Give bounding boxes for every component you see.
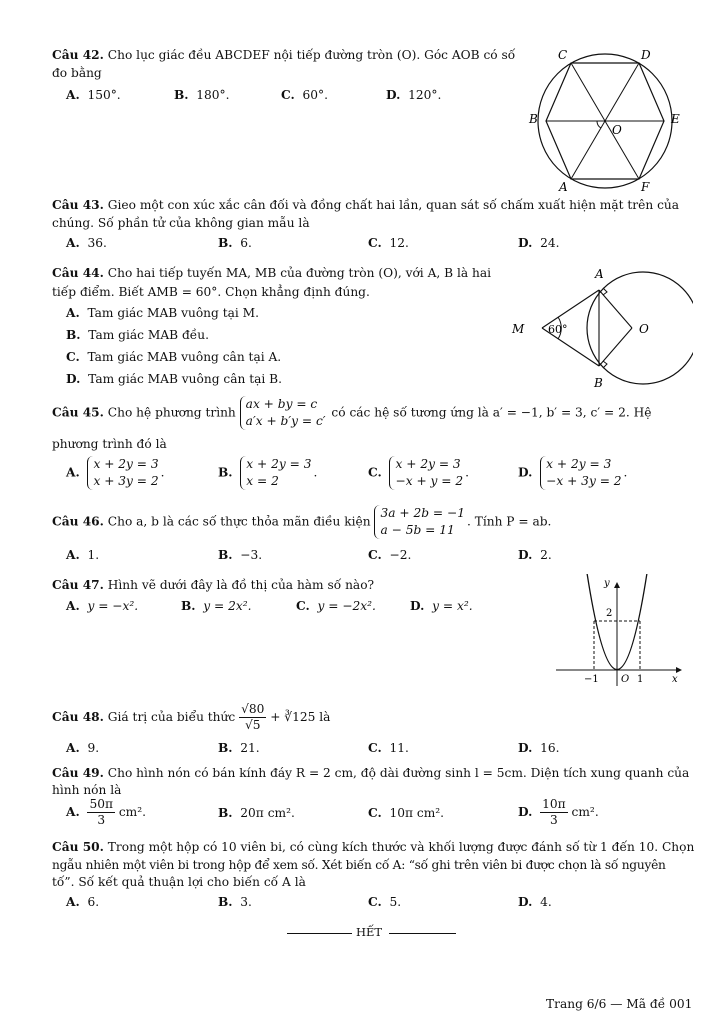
label-B: B: [529, 112, 538, 126]
q43-line1: Câu 43. Gieo một con xúc xắc cân đối và đồng chất hai lần, quan sát số chấm xuất hiện mặt trên của: [52, 198, 680, 212]
q48-option-b[interactable]: B. 21.: [218, 741, 260, 755]
q49-line2: hình nón là: [52, 783, 122, 797]
q44-label: Câu 44.: [52, 266, 104, 280]
label-F: F: [641, 180, 650, 194]
q43-option-c[interactable]: C. 12.: [368, 236, 409, 250]
q47-option-a[interactable]: A. y = −x².: [66, 599, 139, 613]
label-D: D: [641, 48, 651, 62]
q46-option-a[interactable]: A. 1.: [66, 548, 100, 562]
q46-option-d[interactable]: D. 2.: [518, 548, 552, 562]
tick-1: 1: [637, 674, 644, 685]
q45-option-d[interactable]: D. x + 2y = 3 −x + 3y = 2.: [518, 457, 628, 488]
label-O: O: [639, 322, 649, 336]
q48-fraction: $\frac{√80}{√5}$: [241, 702, 265, 732]
end-marker: HẾT: [356, 925, 383, 939]
q45-system: ax + by = c a′x + b′y = c′: [240, 396, 328, 430]
q42-option-b[interactable]: B. 180°.: [174, 88, 230, 102]
origin-label: O: [621, 674, 630, 685]
q42-stem: Cho lục giác đều ABCDEF nội tiếp đường tròn (O). Góc AOB có số: [107, 48, 516, 62]
q45-label: Câu 45.: [52, 405, 104, 420]
q47-option-b[interactable]: B. y = 2x².: [181, 599, 252, 613]
q46-label: Câu 46.: [52, 514, 104, 529]
q42-label: Câu 42.: [52, 48, 104, 62]
q50-option-a[interactable]: A. 6.: [66, 895, 100, 909]
q46-line1: Câu 46. Cho a, b là các số thực thỏa mãn điều kiện 3a + 2b = −1 a − 5b = 11. Tính P = ab.: [52, 506, 552, 537]
q42-option-c[interactable]: C. 60°.: [281, 88, 328, 102]
tick-minus-1: −1: [584, 674, 599, 685]
q49-line1: Câu 49. Cho hình nón có bán kính đáy R = 2 cm, độ dài đường sinh l = 5cm. Diện tích xung quanh của: [52, 766, 690, 780]
q42-line2: đo bằng: [52, 66, 102, 80]
q44-line2: tiếp điểm. Biết AMB = 60°. Chọn khẳng định đúng.: [52, 285, 370, 299]
q43-option-d[interactable]: D. 24.: [518, 236, 560, 250]
q46-system: 3a + 2b = −1 a − 5b = 11: [374, 505, 466, 539]
q48-label: Câu 48.: [52, 710, 104, 724]
q42-option-a[interactable]: A. 150°.: [66, 88, 121, 102]
q49-option-b[interactable]: B. 20π cm².: [218, 806, 295, 820]
parabola-graph: [550, 574, 690, 692]
q49-option-d[interactable]: D. $\frac{10\pi}{3}$ cm².: [518, 797, 599, 827]
label-A: A: [595, 267, 604, 281]
q48-option-a[interactable]: A. 9.: [66, 741, 100, 755]
q44-option-a[interactable]: A. Tam giác MAB vuông tại M.: [66, 306, 259, 320]
q47-label: Câu 47.: [52, 578, 104, 592]
q44-option-d[interactable]: D. Tam giác MAB vuông cân tại B.: [66, 372, 282, 386]
q43-option-a[interactable]: A. 36.: [66, 236, 107, 250]
q49-option-a[interactable]: A. $\frac{50\pi}{3}$ cm².: [66, 797, 147, 827]
q49-label: Câu 49.: [52, 766, 104, 780]
q45-line1: Câu 45. Cho hệ phương trình ax + by = c a′x + b′y = c′ có các hệ số tương ứng là a′ = −1, b′ = 3, c′ = 2. Hệ: [52, 397, 652, 428]
q50-option-b[interactable]: B. 3.: [218, 895, 252, 909]
q43-option-b[interactable]: B. 6.: [218, 236, 252, 250]
q50-label: Câu 50.: [52, 840, 104, 854]
tangent-figure: [508, 264, 693, 392]
label-M: M: [512, 322, 525, 336]
angle-label: 60°: [548, 323, 568, 336]
tick-2: 2: [606, 608, 613, 619]
q47-option-c[interactable]: C. y = −2x².: [296, 599, 376, 613]
q49-option-c[interactable]: C. 10π cm².: [368, 806, 445, 820]
label-E: E: [671, 112, 680, 126]
q50-line3: tố”. Số kết quả thuận lợi cho biến cố A là: [52, 875, 306, 889]
q44-line1: Câu 44. Cho hai tiếp tuyến MA, MB của đường tròn (O), với A, B là hai: [52, 266, 492, 280]
q45-line2: phương trình đó là: [52, 437, 167, 451]
q45-option-b[interactable]: B. x + 2y = 3 x = 2.: [218, 457, 318, 488]
q50-line1: Câu 50. Trong một hộp có 10 viên bi, có cùng kích thước và khối lượng được đánh số từ 1 đến 10. Chọn: [52, 840, 695, 854]
q45-option-c[interactable]: C. x + 2y = 3 −x + y = 2.: [368, 457, 470, 488]
q47-line1: Câu 47. Hình vẽ dưới đây là đồ thị của hàm số nào?: [52, 578, 375, 592]
end-rule-right: [389, 933, 456, 934]
q50-option-d[interactable]: D. 4.: [518, 895, 552, 909]
x-label: x: [672, 674, 678, 685]
q44-option-c[interactable]: C. Tam giác MAB vuông cân tại A.: [66, 350, 282, 364]
label-C: C: [558, 48, 568, 62]
label-B: B: [594, 376, 603, 390]
q42-option-d[interactable]: D. 120°.: [386, 88, 442, 102]
q44-option-b[interactable]: B. Tam giác MAB đều.: [66, 328, 209, 342]
q48-option-c[interactable]: C. 11.: [368, 741, 409, 755]
q47-option-d[interactable]: D. y = x².: [410, 599, 473, 613]
q43-label: Câu 43.: [52, 198, 104, 212]
label-A: A: [559, 180, 568, 194]
q48-line1: Câu 48. Giá trị của biểu thức $\frac{√80}{√5}$ + ∛125 là: [52, 702, 331, 732]
q50-line2: ngẫu nhiên một viên bi trong hộp để xem số. Xét biến cố A: “số ghi trên viên bi được chọn là số nguyên: [52, 858, 666, 872]
q46-option-b[interactable]: B. −3.: [218, 548, 263, 562]
hexagon-figure: [525, 45, 695, 195]
page-footer: Trang 6/6 — Mã đề 001: [546, 997, 693, 1011]
q43-line2: chúng. Số phần tử của không gian mẫu là: [52, 216, 310, 230]
label-O: O: [612, 123, 622, 137]
q50-option-c[interactable]: C. 5.: [368, 895, 402, 909]
q46-option-c[interactable]: C. −2.: [368, 548, 412, 562]
q48-option-d[interactable]: D. 16.: [518, 741, 560, 755]
q45-option-a[interactable]: A. x + 2y = 3 x + 3y = 2.: [66, 457, 165, 488]
y-label: y: [604, 578, 610, 589]
q42-line1: [52, 48, 515, 62]
end-rule-left: [287, 933, 352, 934]
